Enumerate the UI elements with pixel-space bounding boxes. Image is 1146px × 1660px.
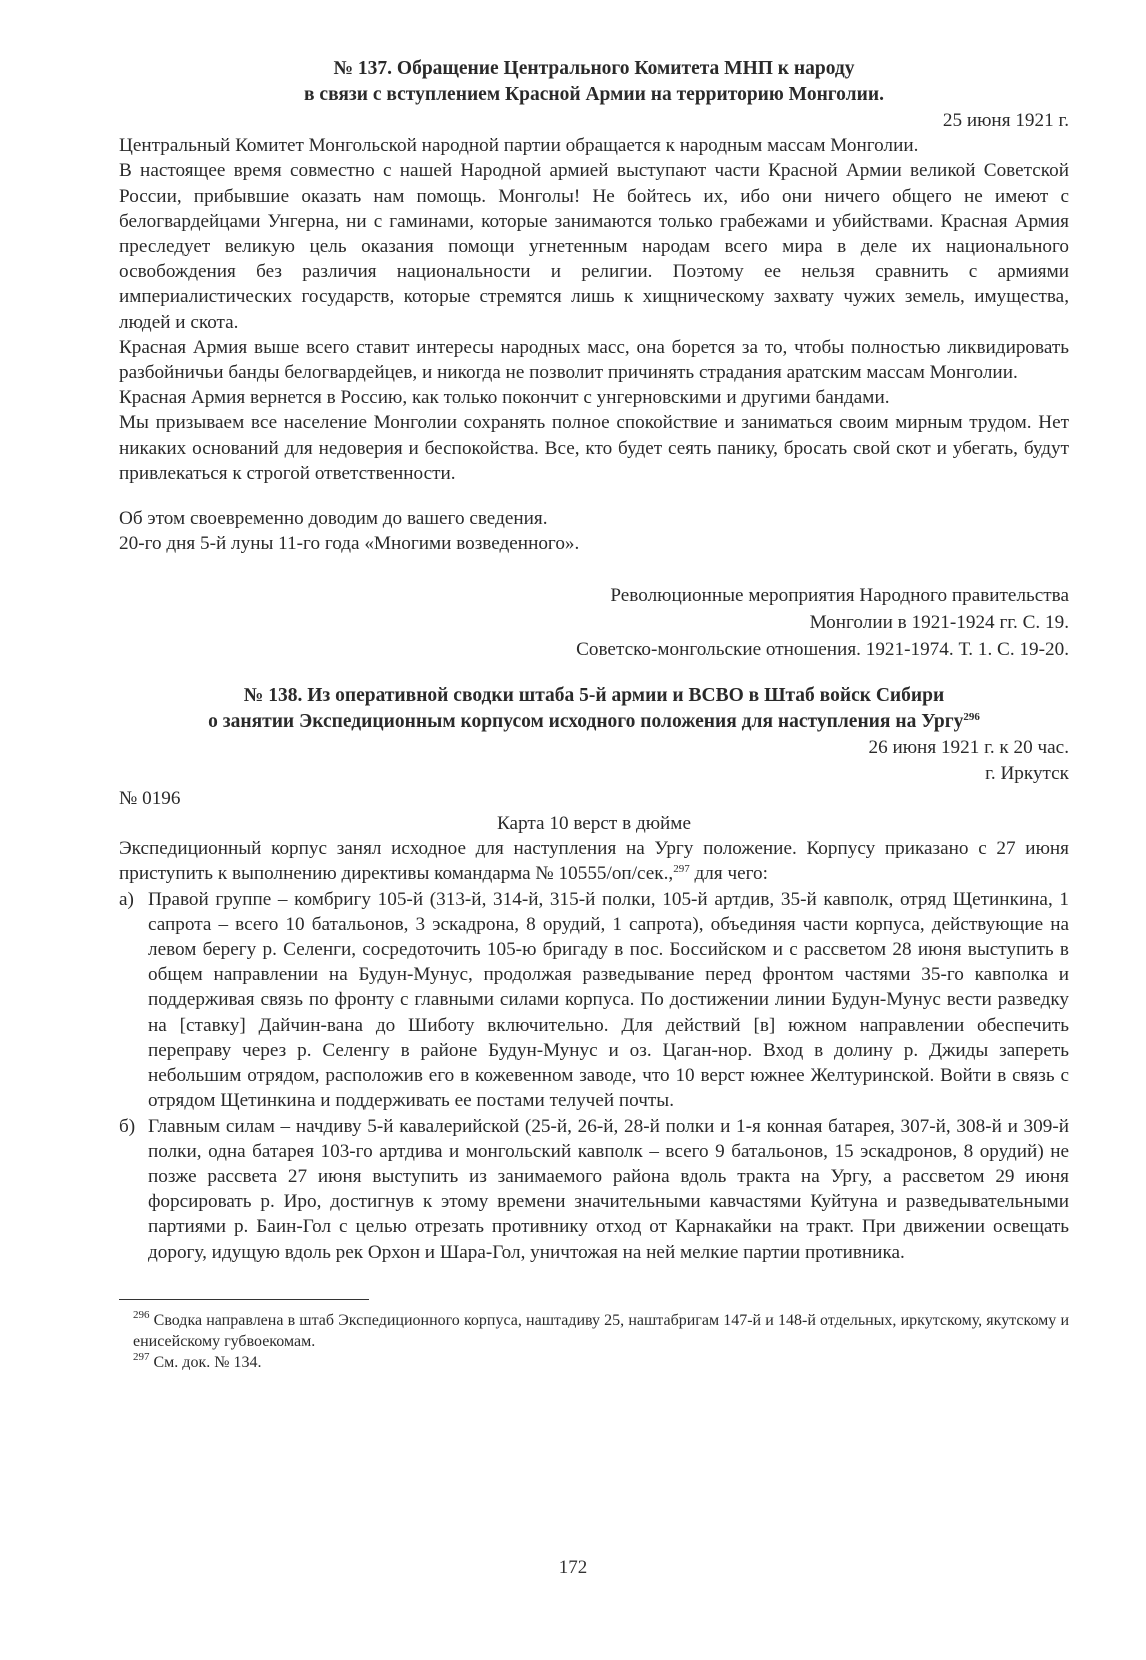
doc138-title-line2-text: о занятии Экспедиционным корпусом исходного положения для наступления на Ургу xyxy=(208,711,964,733)
footnote-text: См. док. № 134. xyxy=(149,1353,262,1371)
doc137-title xyxy=(119,56,1069,108)
footnote-number: 296 xyxy=(133,1308,150,1321)
doc137-paragraph: Красная Армия вернется в Россию, как только покончит с унгерновскими и другими бандами. xyxy=(119,387,890,409)
doc137-source-line: Советско-монгольские отношения. 1921-1974. Т. 1. С. 19-20. xyxy=(576,639,1069,661)
footnote-text: Сводка направлена в штаб Экспедиционного корпуса, наштадиву 25, наштабригам 147-й и 148-й отдельных, иркутскому, якутскому и енисейскому губвоекомам. xyxy=(133,1311,1069,1350)
doc138-intro-text: Экспедиционный корпус занял исходное для наступления на Ургу положение. Корпусу приказано с 27 июня приступить к выполнению директивы командарма № 10555/оп/сек., xyxy=(119,838,1069,885)
doc138-map-note: Карта 10 верст в дюйме xyxy=(497,813,691,835)
list-item-text: Главным силам – начдиву 5-й кавалерийской (25-й, 26-й, 28-й полки и 1-я конная батарея, 307-й, 308-й и 309-й полки, одна батарея 103-го артдива и монгольский кавполк – всего 9 батальонов, 15 эскадронов, 8 орудий) не позже рассвета 27 июня выступить из занимаемого района вдоль тракта на Ургу, а рассветом 29 июня форсировать р. Иро, достигнув к этому времени значительными кавчастями Куйтуна и разведывательными партиями р. Баин-Гол с целью отрезать противнику отход от Карнакайки на тракт. При движении освещать дорогу, идущую вдоль рек Орхон и Шара-Гол, уничтожая на ней мелкие партии противника. xyxy=(148,1115,1069,1263)
footnote-296 xyxy=(119,1310,1069,1352)
list-marker: а) xyxy=(119,888,134,910)
doc137-source-line: Революционные мероприятия Народного правительства xyxy=(610,585,1069,607)
footnote-ref-296[interactable]: 296 xyxy=(963,711,980,724)
doc138-intro-tail: для чего: xyxy=(689,863,768,885)
doc137-title-line1: № 137. Обращение Центрального Комитета МНП к народу xyxy=(333,58,855,79)
doc137-closing-line: 20-го дня 5-й луны 11-го года «Многими возведенного». xyxy=(119,533,580,555)
doc138-intro xyxy=(119,836,1069,886)
doc137-closing xyxy=(119,506,1069,556)
doc138-title xyxy=(119,683,1069,735)
document-page xyxy=(119,56,1069,1373)
doc137-closing-line: Об этом своевременно доводим до вашего сведения. xyxy=(119,508,548,530)
doc138-place: г. Иркутск xyxy=(985,762,1069,784)
doc138-title-line2 xyxy=(119,709,1069,735)
doc138-number: № 0196 xyxy=(119,787,181,809)
doc138-list-item-a xyxy=(119,887,1069,1114)
footnotes xyxy=(119,1310,1069,1373)
list-item-text: Правой группе – комбригу 105-й (313-й, 314-й, 315-й полки, 105-й артдив, 35-й кавполк, отряд Щетинкина, 1 сапрота – всего 10 батальонов, 3 эскадрона, 8 орудий, 1 сапрота), объединяя части корпуса, действующие на левом берегу р. Селенги, сосредоточить 105-ю бригаду в пос. Боссийском и с рассветом 28 июня выступить в общем направлении на Будун-Мунус, продолжая разведывание перед фронтом частями 35-го кавполка и поддерживая связь по фронту с главными силами корпуса. По достижении линии Будун-Мунус вести разведку на [ставку] Дайчин-вана до Шиботу включительно. Для действий [в] южном направлении обеспечить переправу через р. Селенгу в районе Будун-Мунус и оз. Цаган-нор. Вход в долину р. Джиды запереть небольшим отрядом, расположив его в кожевенном заводе, что 10 верст южнее Желтуринской. Войти в связь с отрядом Щетинкина и поддерживать ее постами телучей почты. xyxy=(148,888,1069,1112)
footnote-number: 297 xyxy=(133,1350,150,1363)
doc138-title-line1: № 138. Из оперативной сводки штаба 5-й армии и ВСВО в Штаб войск Сибири xyxy=(243,685,945,707)
footnote-divider xyxy=(119,1299,369,1300)
page-number: 172 xyxy=(558,1557,588,1578)
doc138-date: 26 июня 1921 г. к 20 час. xyxy=(868,737,1069,759)
doc137-paragraph: В настоящее время совместно с нашей Народной армией выступают части Красной Армии великой Советской России, прибывшие оказать нам помощь. Монголы! Не бойтесь их, ибо они ничего общего не имеют с белогвардейцами Унгерна, ни с гаминами, которые занимаются только грабежами и убийствами. Красная Армия преследует великую цель оказания помощи угнетенным народам всего мира в деле их национального освобождения без различия национальности и религии. Поэтому ее нельзя сравнить с армиями империалистических государств, которые стремятся лишь к хищническому захвату чужих земель, имущества, людей и скота. xyxy=(119,160,1069,333)
doc138-list-item-b xyxy=(119,1114,1069,1265)
doc137-paragraph: Центральный Комитет Монгольской народной партии обращается к народным массам Монголии. xyxy=(119,135,919,157)
doc137-paragraph: Красная Армия выше всего ставит интересы народных масс, она борется за то, чтобы полностью ликвидировать разбойничьи банды белогвардейцев, и никогда не позволит причинять страдания аратским массам Монголии. xyxy=(119,336,1069,384)
footnote-297 xyxy=(119,1352,1069,1373)
doc137-paragraph: Мы призываем все население Монголии сохранять полное спокойствие и заниматься своим мирным трудом. Нет никаких оснований для недоверия и беспокойства. Все, кто будет сеять панику, бросать свой скот и убегать, будут привлекаться к строгой ответственности. xyxy=(119,412,1069,484)
doc137-sources xyxy=(119,582,1069,663)
doc137-title-line2: в связи с вступлением Красной Армии на территорию Монголии. xyxy=(304,84,884,105)
footnote-ref-297[interactable]: 297 xyxy=(673,863,690,876)
doc137-source-line: Монголии в 1921-1924 гг. С. 19. xyxy=(809,612,1069,634)
doc137-date: 25 июня 1921 г. xyxy=(942,110,1069,131)
list-marker: б) xyxy=(119,1115,136,1137)
doc137-body xyxy=(119,133,1069,486)
